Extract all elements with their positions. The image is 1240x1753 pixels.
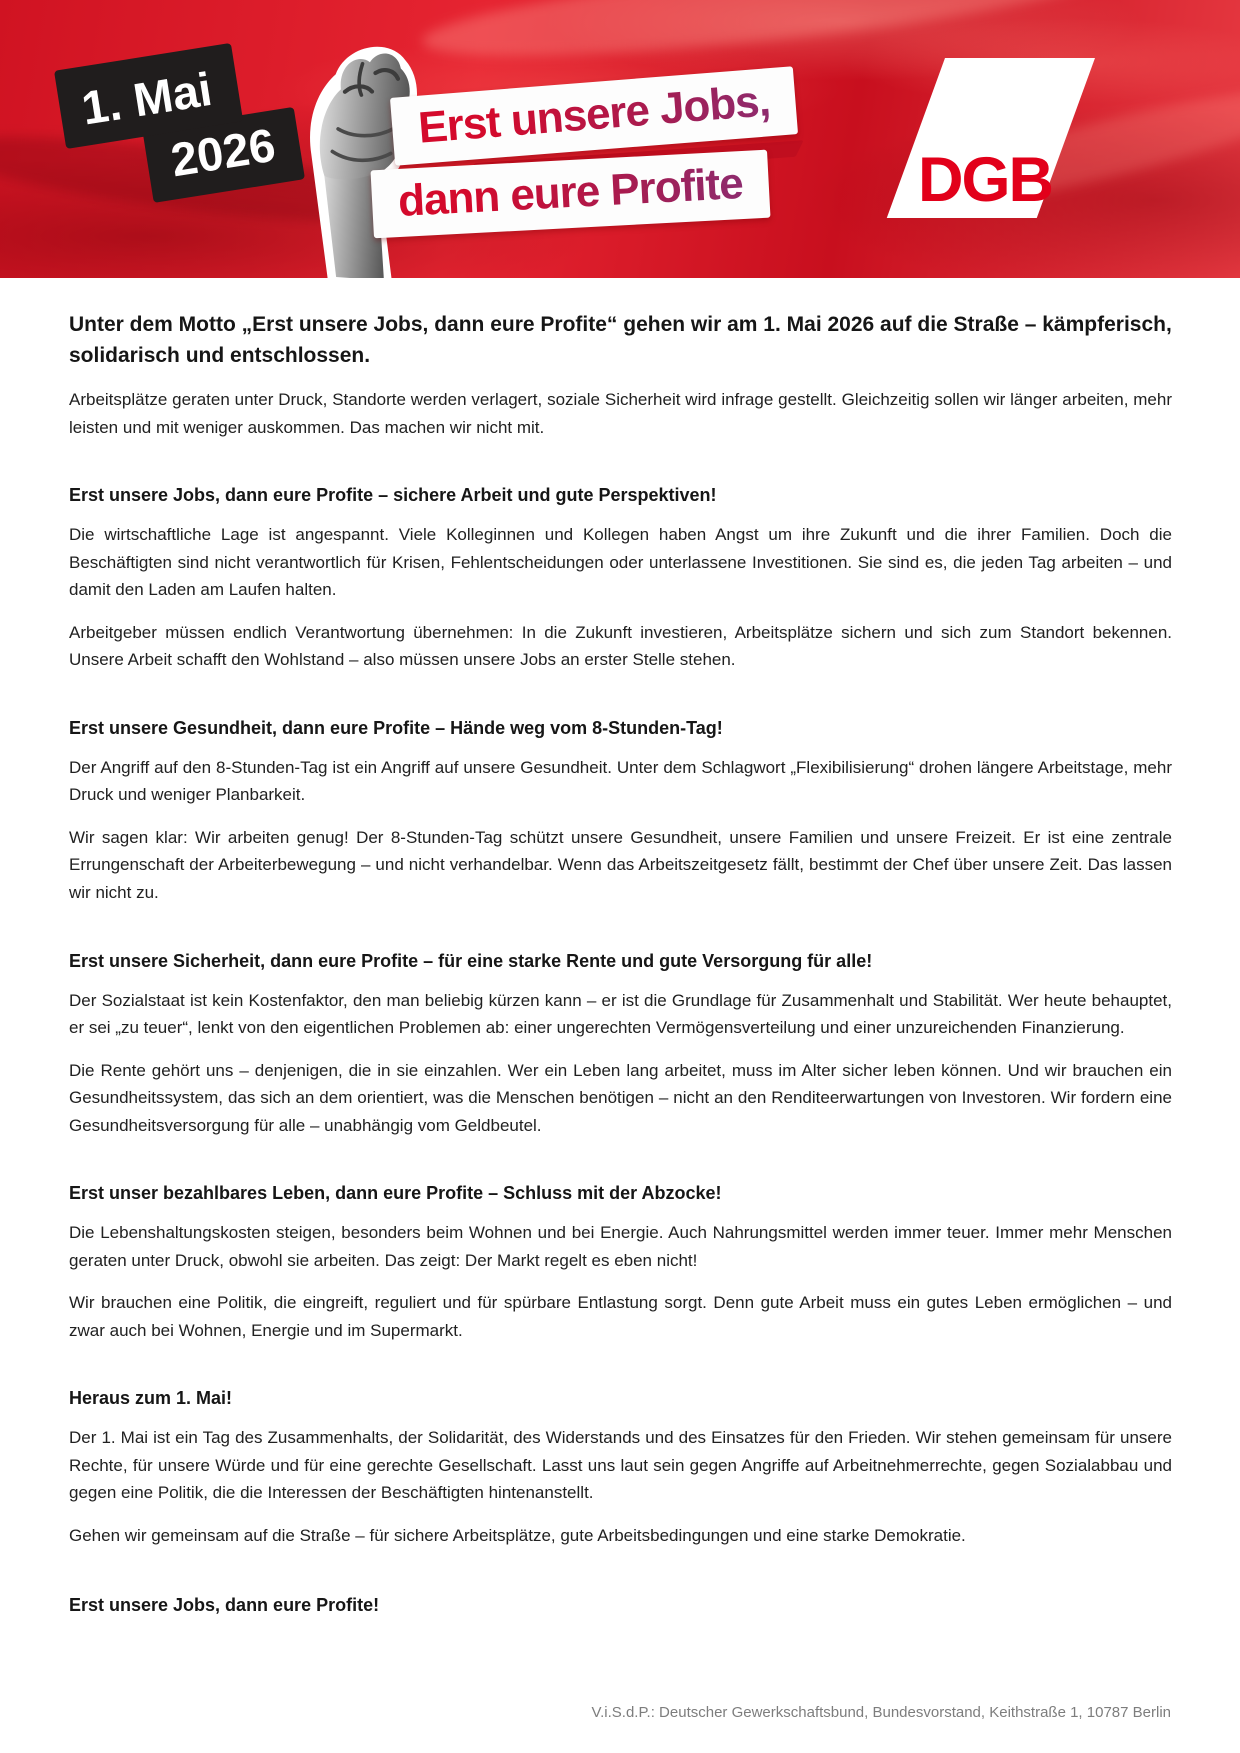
section-heading: Erst unsere Sicherheit, dann eure Profite – für eine starke Rente und gute Versorgung für alle! xyxy=(69,950,873,971)
section-heading: Erst unsere Gesundheit, dann eure Profite – Hände weg vom 8-Stunden-Tag! xyxy=(69,717,723,738)
section-heraus-zum-1-mai xyxy=(69,1388,1172,1549)
intro-heading: Unter dem Motto „Erst unsere Jobs, dann eure Profite“ gehen wir am 1. Mai 2026 auf die Straße – kämpferisch, solidarisch und entschlossen. xyxy=(69,313,1172,368)
section-heading: Heraus zum 1. Mai! xyxy=(69,1388,233,1409)
section-jobs xyxy=(69,485,1172,674)
dgb-logo xyxy=(918,58,1095,218)
section-paragraph: Die Lebenshaltungskosten steigen, besonders beim Wohnen und bei Energie. Auch Nahrungsmittel werden immer teuer. Immer mehr Menschen geraten unter Druck, obwohl sie arbeiten. Das zeigt: Der Markt regelt es eben nicht! xyxy=(69,1223,1172,1270)
date-badge-line1: 1. Mai xyxy=(54,43,243,149)
section-paragraph: Der Angriff auf den 8-Stunden-Tag ist ein Angriff auf unsere Gesundheit. Unter dem Schlagwort „Flexibilisierung“ drohen längere Arbeitstage, mehr Druck und weniger Planbarkeit. xyxy=(69,757,1172,805)
intro-paragraph: Arbeitsplätze geraten unter Druck, Standorte werden verlagert, soziale Sicherheit wird infrage gestellt. Gleichzeitig sollen wir länger arbeiten, mehr leisten und mit weniger auskommen. Das machen wir nicht mit. xyxy=(69,390,1172,437)
section-paragraph: Wir brauchen eine Politik, die eingreift, reguliert und für spürbare Entlastung sorgt. Denn gute Arbeit muss ein gutes Leben ermöglichen – und zwar auch bei Wohnen, Energie und im Supermarkt. xyxy=(69,1293,1172,1340)
section-sicherheit xyxy=(69,951,1172,1140)
section-gesundheit xyxy=(69,718,1172,907)
section-paragraph: Die Rente gehört uns – denjenigen, die in sie einzahlen. Wer ein Leben lang arbeitet, muss im Alter sicher leben können. Und wir brauchen ein Gesundheitssystem, das sich an dem orientiert, was die Menschen benötigen – nicht an den Renditeerwartungen von Investoren. Wir fordern eine Gesundheitsversorgung für alle – unabhängig vom Geldbeutel. xyxy=(69,1060,1172,1135)
section-heading: Erst unsere Jobs, dann eure Profite – sichere Arbeit und gute Perspektiven! xyxy=(69,485,717,506)
header-flag-banner xyxy=(0,0,1240,278)
document-body xyxy=(69,278,1172,1616)
date-badge-line2: 2026 xyxy=(142,107,304,203)
imprint-footer: V.i.S.d.P.: Deutscher Gewerkschaftsbund, Bundesvorstand, Keithstraße 1, 10787 Berlin xyxy=(591,1704,1171,1721)
section-paragraph: Arbeitgeber müssen endlich Verantwortung übernehmen: In die Zukunft investieren, Arbeitsplätze sichern und sich zum Standort bekennen. Unsere Arbeit schafft den Wohlstand – also müssen unsere Jobs an erster Stelle stehen. xyxy=(69,622,1172,670)
dgb-logo-text: DGB xyxy=(918,145,1052,215)
section-paragraph: Gehen wir gemeinsam auf die Straße – für sichere Arbeitsplätze, gute Arbeitsbedingungen und eine starke Demokratie. xyxy=(69,1525,966,1545)
section-paragraph: Wir sagen klar: Wir arbeiten genug! Der 8-Stunden-Tag schützt unsere Gesundheit, unsere Familien und unsere Freizeit. Er ist eine zentrale Errungenschaft der Arbeiterbewegung – und nicht verhandelbar. Wenn das Arbeitszeitgesetz fällt, bestimmt der Chef über unsere Zeit. Das lassen wir nicht zu. xyxy=(69,827,1172,902)
slogan-line1: Erst unsere Jobs, xyxy=(416,76,772,153)
section-heading: Erst unser bezahlbares Leben, dann eure Profite – Schluss mit der Abzocke! xyxy=(69,1183,722,1204)
section-bezahlbares-leben xyxy=(69,1183,1172,1344)
slogan-line2: dann eure Profite xyxy=(396,159,744,226)
section-paragraph: Der 1. Mai ist ein Tag des Zusammenhalts, der Solidarität, des Widerstands und des Einsatzes für den Frieden. Wir stehen gemeinsam für unsere Rechte, für unsere Würde und für eine gerechte Gesellschaft. Lasst uns laut sein gegen Angriffe auf Arbeitnehmerrechte, gegen Sozialabbau und gegen eine Politik, die die Interessen der Beschäftigten hintenanstellt. xyxy=(69,1428,1172,1503)
section-paragraph: Der Sozialstaat ist kein Kostenfaktor, den man beliebig kürzen kann – er ist die Grundlage für Zusammenhalt und Stabilität. Wer heute behauptet, er sei „zu teuer“, lenkt von den eigentlichen Problemen ab: einer ungerechten Vermögensverteilung und einer unzureichenden Finanzierung. xyxy=(69,990,1172,1038)
section-paragraph: Die wirtschaftliche Lage ist angespannt. Viele Kolleginnen und Kollegen haben Angst um ihre Zukunft und die ihrer Familien. Doch die Beschäftigten sind nicht verantwortlich für Krisen, Fehlentscheidungen oder unterlassene Investitionen. Sie sind es, die jeden Tag arbeiten – und damit den Laden am Laufen halten. xyxy=(69,525,1172,600)
closing-slogan: Erst unsere Jobs, dann eure Profite! xyxy=(69,1595,380,1616)
